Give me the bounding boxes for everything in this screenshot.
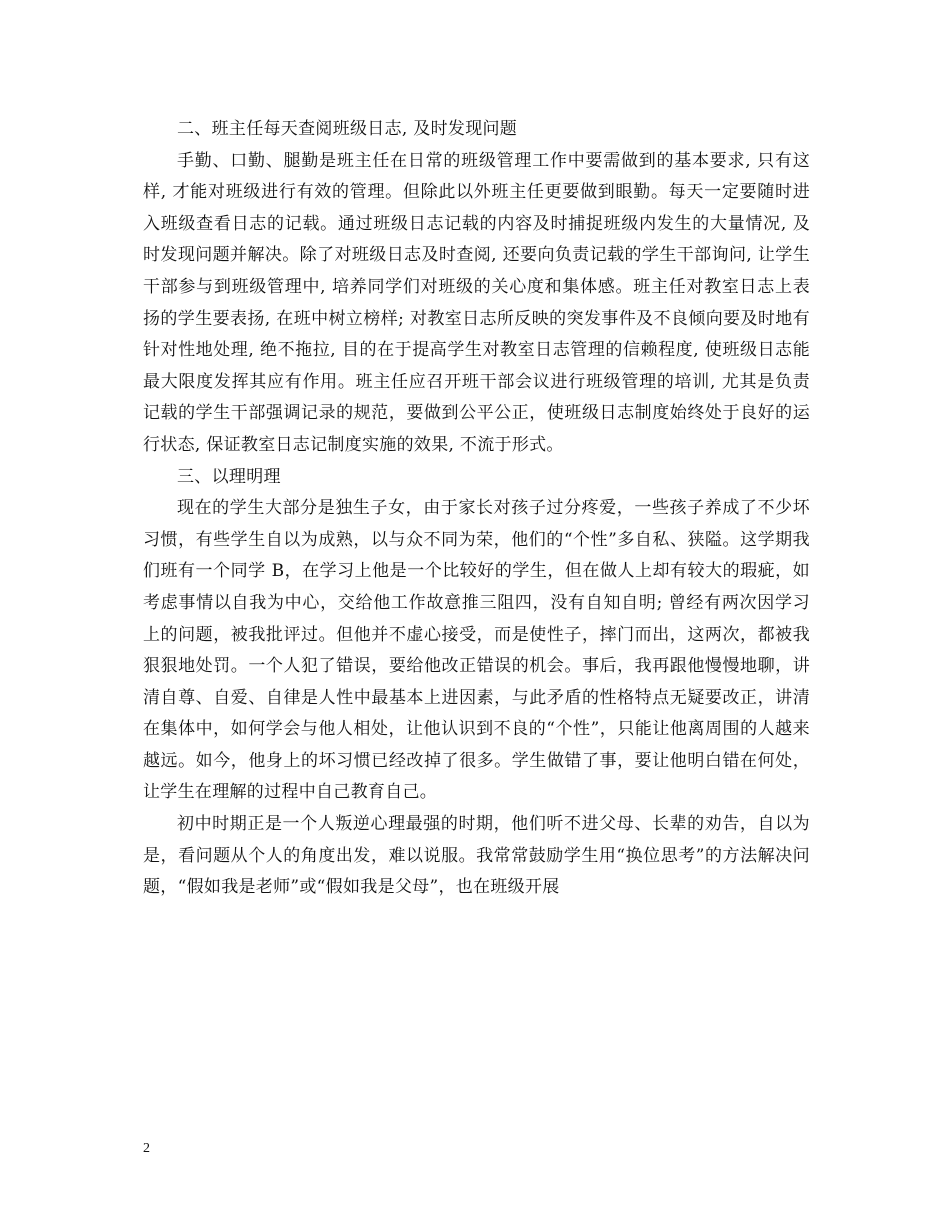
document-body (143, 114, 810, 904)
section-heading-2: 二、班主任每天查阅班级日志, 及时发现问题 (177, 119, 518, 139)
body-paragraph: 手勤、口勤、腿勤是班主任在日常的班级管理工作中要需做到的基本要求, 只有这样, 才能对班级进行有效的管理。但除此以外班主任更要做到眼勤。每天一定要随时进入班级查看日志的记载。通过班级日志记载的内容及时捕捉班级内发生的大量情况, 及时发现问题并解决。除了对班级日志及时查阅, 还要向负责记载的学生干部询问, 让学生干部参与到班级管理中, 培养同学们对班级的关心度和集体感。班主任对教室日志上表扬的学生要表扬, 在班中树立榜样; 对教室日志所反映的突发事件及不良倾向要及时地有针对性地处理, 绝不拖拉, 目的在于提高学生对教室日志管理的信赖程度, 使班级日志能最大限度发挥其应有作用。班主任应召开班干部会议进行班级管理的培训, 尤其是负责记载的学生干部强调记录的规范，要做到公平公正，使班级日志制度始终处于良好的运行状态, 保证教室日志记制度实施的效果, 不流于形式。 (143, 150, 810, 455)
body-paragraph: 初中时期正是一个人叛逆心理最强的时期，他们听不进父母、长辈的劝告，自以为是，看问题从个人的角度出发，难以说服。我常常鼓励学生用“换位思考”的方法解决问题，“假如我是老师”或“假如我是父母”，也在班级开展 (143, 814, 810, 898)
page-number: 2 (143, 1141, 150, 1156)
body-paragraph: 现在的学生大部分是独生子女，由于家长对孩子过分疼爱，一些孩子养成了不少坏习惯，有些学生自以为成熟，以与众不同为荣，他们的“个性”多自私、狭隘。这学期我们班有一个同学 B，在学习上他是一个比较好的学生，但在做人上却有较大的瑕疵，如考虑事情以自我为中心，交给他工作故意推三阻四，没有自知自明; 曾经有两次因学习上的问题，被我批评过。但他并不虚心接受，而是使性子，摔门而出，这两次，都被我狠狠地处罚。一个人犯了错误，要给他改正错误的机会。事后，我再跟他慢慢地聊，讲清自尊、自爱、自律是人性中最基本上进因素，与此矛盾的性格特点无疑要改正，讲清在集体中，如何学会与他人相处，让他认识到不良的“个性”，只能让他离周围的人越来越远。如今，他身上的坏习惯已经改掉了很多。学生做错了事，要让他明白错在何处，让学生在理解的过程中自己教育自己。 (143, 498, 810, 803)
section-heading-3: 三、以理明理 (177, 466, 281, 487)
